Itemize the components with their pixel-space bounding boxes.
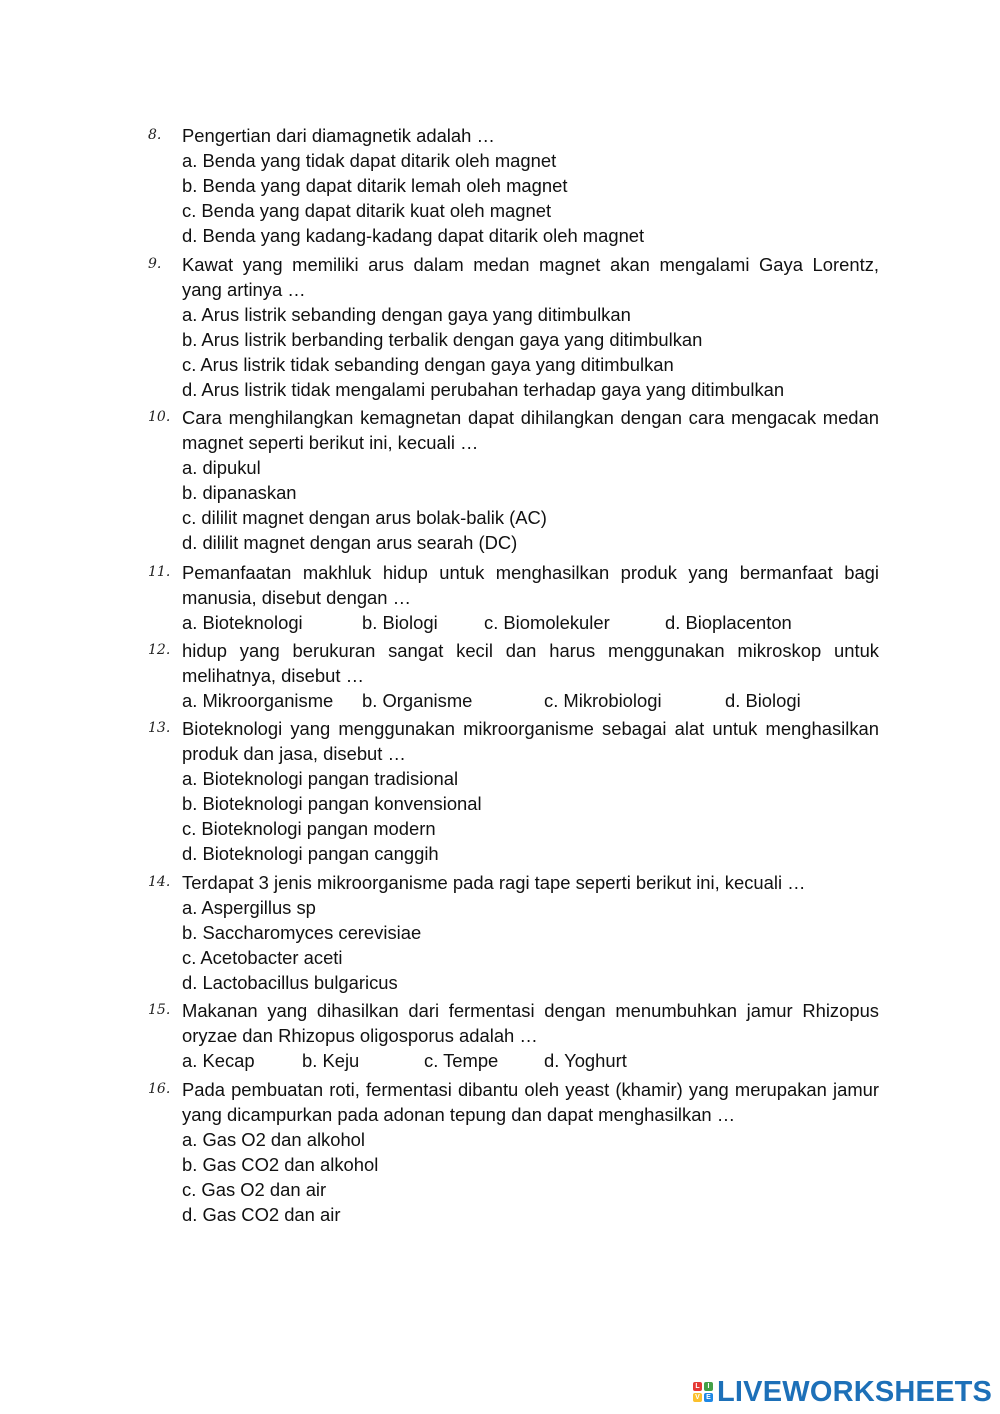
logo-grid-cell: I — [704, 1382, 713, 1391]
option-b: b. Saccharomyces cerevisiae — [182, 922, 422, 943]
option-c: c. Benda yang dapat ditarik kuat oleh magnet — [182, 200, 552, 221]
option-d: d. Yoghurt — [544, 1050, 627, 1071]
question-number: 9. — [148, 256, 162, 272]
question-number: 13. — [148, 720, 171, 736]
question-15 — [148, 998, 879, 1073]
option-c: c. Tempe — [424, 1050, 499, 1071]
option-d: d. Gas CO2 dan air — [182, 1204, 341, 1225]
option-d: d. Lactobacillus bulgaricus — [182, 972, 398, 993]
option-b: b. dipanaskan — [182, 482, 297, 503]
option-c: c. Bioteknologi pangan modern — [182, 818, 436, 839]
option-row — [182, 688, 879, 713]
logo-icon — [693, 1382, 713, 1402]
question-13 — [148, 716, 879, 866]
option-c: c. dililit magnet dengan arus bolak-balik (AC) — [182, 507, 547, 528]
question-text: Terdapat 3 jenis mikroorganisme pada ragi tape seperti berikut ini, kecuali … — [182, 872, 806, 893]
option-d: d. Bioteknologi pangan canggih — [182, 843, 439, 864]
option-b: b. Benda yang dapat ditarik lemah oleh magnet — [182, 175, 568, 196]
liveworksheets-logo[interactable] — [693, 1376, 992, 1408]
option-b: b. Organisme — [362, 690, 473, 711]
logo-text: LIVEWORKSHEETS — [717, 1375, 993, 1408]
question-number: 10. — [148, 409, 171, 425]
question-14 — [148, 870, 879, 995]
option-c: c. Acetobacter aceti — [182, 947, 343, 968]
question-number: 12. — [148, 642, 171, 658]
logo-grid-cell: L — [693, 1382, 702, 1391]
question-number: 11. — [148, 564, 171, 580]
option-a: a. dipukul — [182, 457, 261, 478]
option-d: d. Biologi — [725, 690, 801, 711]
option-a: a. Kecap — [182, 1050, 255, 1071]
option-c: c. Mikrobiologi — [544, 690, 662, 711]
logo-grid-cell: V — [693, 1393, 702, 1402]
option-c: c. Arus listrik tidak sebanding dengan gaya yang ditimbulkan — [182, 354, 674, 375]
question-8 — [148, 123, 879, 248]
option-d: d. dililit magnet dengan arus searah (DC) — [182, 532, 518, 553]
option-a: a. Bioteknologi — [182, 612, 303, 633]
option-a: a. Gas O2 dan alkohol — [182, 1129, 365, 1150]
question-text: hidup yang berukuran sangat kecil dan harus menggunakan mikroskop untuk melihatnya, disebut … — [182, 640, 879, 686]
question-9 — [148, 252, 879, 402]
question-text: Cara menghilangkan kemagnetan dapat dihilangkan dengan cara mengacak medan magnet seperti berikut ini, kecuali … — [182, 407, 879, 453]
option-d: d. Benda yang kadang-kadang dapat ditarik oleh magnet — [182, 225, 645, 246]
option-b: b. Gas CO2 dan alkohol — [182, 1154, 379, 1175]
option-b: b. Keju — [302, 1050, 360, 1071]
option-a: a. Aspergillus sp — [182, 897, 316, 918]
option-d: d. Bioplacenton — [665, 612, 792, 633]
option-c: c. Gas O2 dan air — [182, 1179, 327, 1200]
option-a: a. Bioteknologi pangan tradisional — [182, 768, 459, 789]
question-number: 16. — [148, 1081, 171, 1097]
question-10 — [148, 405, 879, 555]
logo-grid-cell: E — [704, 1393, 713, 1402]
question-text: Pada pembuatan roti, fermentasi dibantu oleh yeast (khamir) yang merupakan jamur yang dicampurkan pada adonan tepung dan dapat menghasilkan … — [182, 1079, 879, 1125]
option-b: b. Bioteknologi pangan konvensional — [182, 793, 482, 814]
option-a: a. Arus listrik sebanding dengan gaya yang ditimbulkan — [182, 304, 631, 325]
question-16 — [148, 1077, 879, 1227]
option-row — [182, 1048, 879, 1073]
question-text: Makanan yang dihasilkan dari fermentasi dengan menumbuhkan jamur Rhizopus oryzae dan Rhizopus oligosporus adalah … — [182, 1000, 879, 1046]
question-text: Pengertian dari diamagnetik adalah … — [182, 125, 495, 146]
question-number: 14. — [148, 874, 171, 890]
question-number: 8. — [148, 127, 162, 143]
option-d: d. Arus listrik tidak mengalami perubahan terhadap gaya yang ditimbulkan — [182, 379, 785, 400]
question-text: Bioteknologi yang menggunakan mikroorganisme sebagai alat untuk menghasilkan produk dan jasa, disebut … — [182, 718, 879, 764]
question-text: Kawat yang memiliki arus dalam medan magnet akan mengalami Gaya Lorentz, yang artinya … — [182, 254, 879, 300]
question-12 — [148, 638, 879, 713]
option-row — [182, 610, 879, 635]
option-c: c. Biomolekuler — [484, 612, 610, 633]
option-b: b. Biologi — [362, 612, 438, 633]
question-text: Pemanfaatan makhluk hidup untuk menghasilkan produk yang bermanfaat bagi manusia, disebut dengan … — [182, 562, 879, 608]
question-number: 15. — [148, 1002, 171, 1018]
option-a: a. Benda yang tidak dapat ditarik oleh magnet — [182, 150, 557, 171]
option-a: a. Mikroorganisme — [182, 690, 334, 711]
option-b: b. Arus listrik berbanding terbalik dengan gaya yang ditimbulkan — [182, 329, 703, 350]
question-11 — [148, 560, 879, 635]
